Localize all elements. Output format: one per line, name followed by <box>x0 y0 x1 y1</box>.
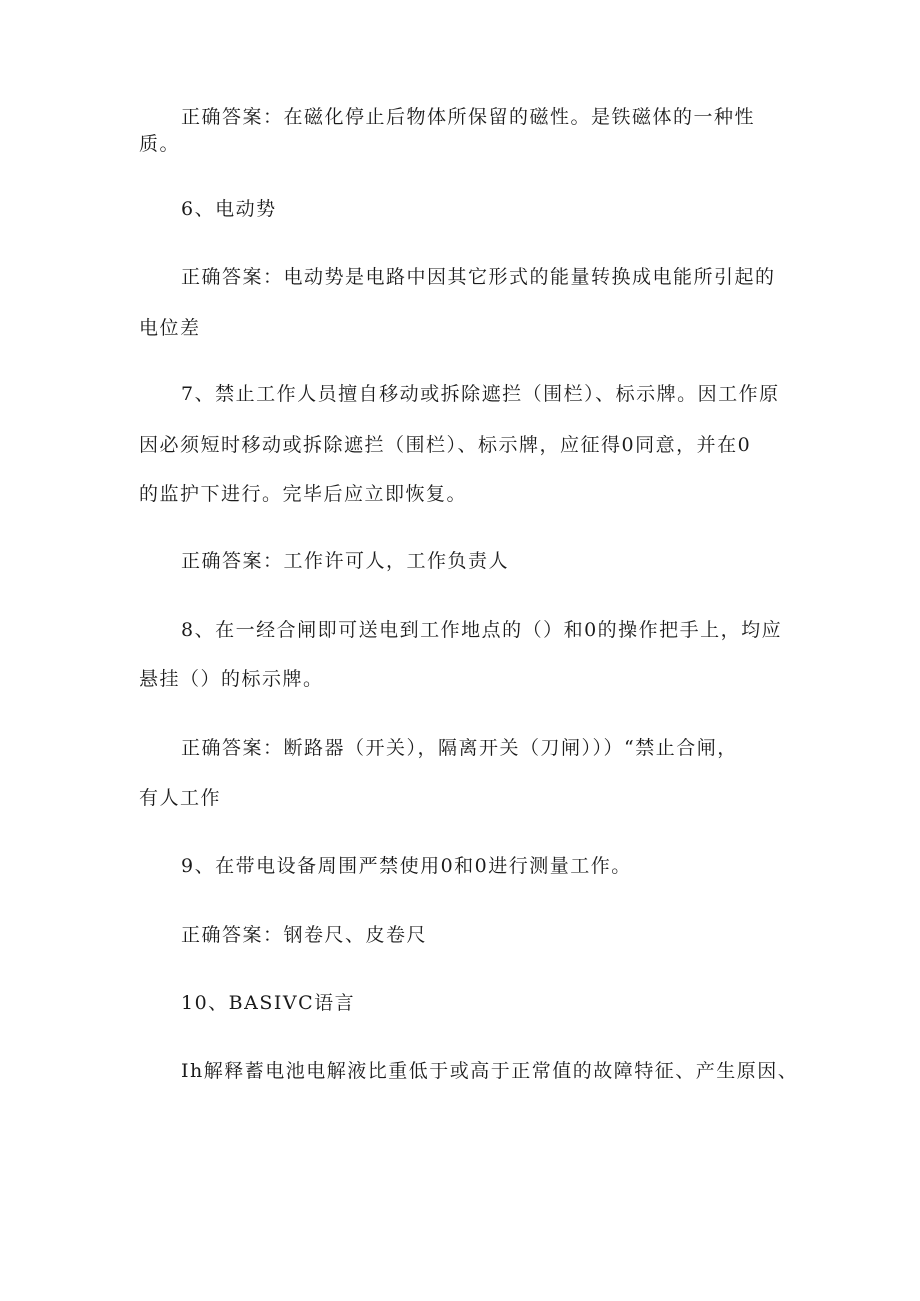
question-11-line-1: Ih解释蓄电池电解液比重低于或高于正常值的故障特征、产生原因、 <box>181 1060 799 1082</box>
question-9: 9、在带电设备周围严禁使用0和0进行测量工作。 <box>181 855 632 877</box>
question-6: 6、电动势 <box>181 198 277 220</box>
question-7-line-2: 因必须短时移动或拆除遮拦（围栏）、标示牌，应征得0同意，并在0 <box>139 434 752 456</box>
question-8-line-1: 8、在一经合闸即可送电到工作地点的（）和0的操作把手上，均应 <box>181 619 783 641</box>
question-10: 10、BASIVC语言 <box>181 992 356 1014</box>
question-7-line-1: 7、禁止工作人员擅自移动或拆除遮拦（围栏）、标示牌。因工作原 <box>181 383 780 405</box>
answer-9: 正确答案：钢卷尺、皮卷尺 <box>181 924 428 946</box>
answer-5-line-1: 正确答案：在磁化停止后物体所保留的磁性。是铁磁体的一种性 <box>181 106 756 128</box>
answer-5-line-2: 质。 <box>139 133 181 155</box>
question-7-line-3: 的监护下进行。完毕后应立即恢复。 <box>139 483 468 505</box>
question-8-line-2: 悬挂（）的标示牌。 <box>139 668 324 690</box>
answer-6-line-2: 电位差 <box>139 317 201 339</box>
answer-8-line-1: 正确答案：断路器（开关），隔离开关（刀闸）））“禁止合闸， <box>181 737 738 759</box>
answer-8-line-2: 有人工作 <box>139 787 222 809</box>
answer-7: 正确答案：工作许可人，工作负责人 <box>181 550 510 572</box>
answer-6-line-1: 正确答案：电动势是电路中因其它形式的能量转换成电能所引起的 <box>181 266 776 288</box>
